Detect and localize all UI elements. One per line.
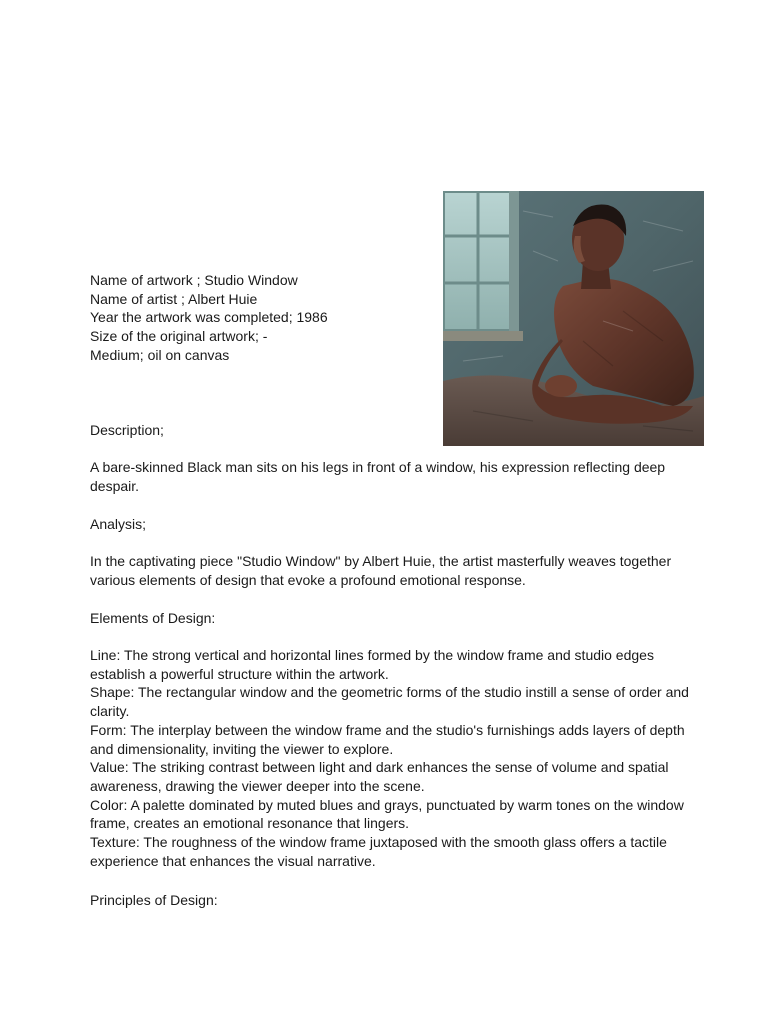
analysis-heading: Analysis; xyxy=(90,516,147,532)
elements-of-design-heading: Elements of Design: xyxy=(90,610,216,626)
analysis-intro-text: In the captivating piece "Studio Window" by Albert Huie, the artist masterfully weaves together various elements of design that evoke a profound emotional response. xyxy=(90,553,672,588)
element-form-item: Form: The interplay between the window frame and the studio's furnishings adds layers of depth and dimensionality, inviting the viewer to explore. xyxy=(90,721,685,757)
year-completed-line: Year the artwork was completed; 1986 xyxy=(90,309,328,326)
element-texture-item: Texture: The roughness of the window frame juxtaposed with the smooth glass offers a tactile experience that enhances the visual narrative. xyxy=(90,834,667,869)
element-value-item: Value: The striking contrast between light and dark enhances the sense of volume and spatial awareness, drawing the viewer deeper into the scene. xyxy=(90,759,669,794)
artwork-name-line: Name of artwork ; Studio Window xyxy=(90,272,298,288)
element-color-item: Color: A palette dominated by muted blues and grays, punctuated by warm tones on the window frame, creates an emotional resonance that lingers. xyxy=(90,796,684,832)
artwork-size-line: Size of the original artwork; - xyxy=(90,328,268,345)
description-text: A bare-skinned Black man sits on his legs in front of a window, his expression reflecting deep despair. xyxy=(90,459,666,494)
principles-of-design-heading: Principles of Design: xyxy=(90,892,218,908)
elements-of-design-list xyxy=(90,646,690,870)
artwork-info-block xyxy=(90,271,430,365)
element-line-item: Line: The strong vertical and horizontal lines formed by the window frame and studio edges establish a powerful structure within the artwork. xyxy=(90,647,654,682)
element-shape-item: Shape: The rectangular window and the geometric forms of the studio instill a sense of order and clarity. xyxy=(90,684,689,720)
artist-name-line: Name of artist ; Albert Huie xyxy=(90,290,258,307)
artwork-painting-image xyxy=(443,191,704,446)
description-heading: Description; xyxy=(90,422,164,438)
medium-line: Medium; oil on canvas xyxy=(90,346,230,363)
